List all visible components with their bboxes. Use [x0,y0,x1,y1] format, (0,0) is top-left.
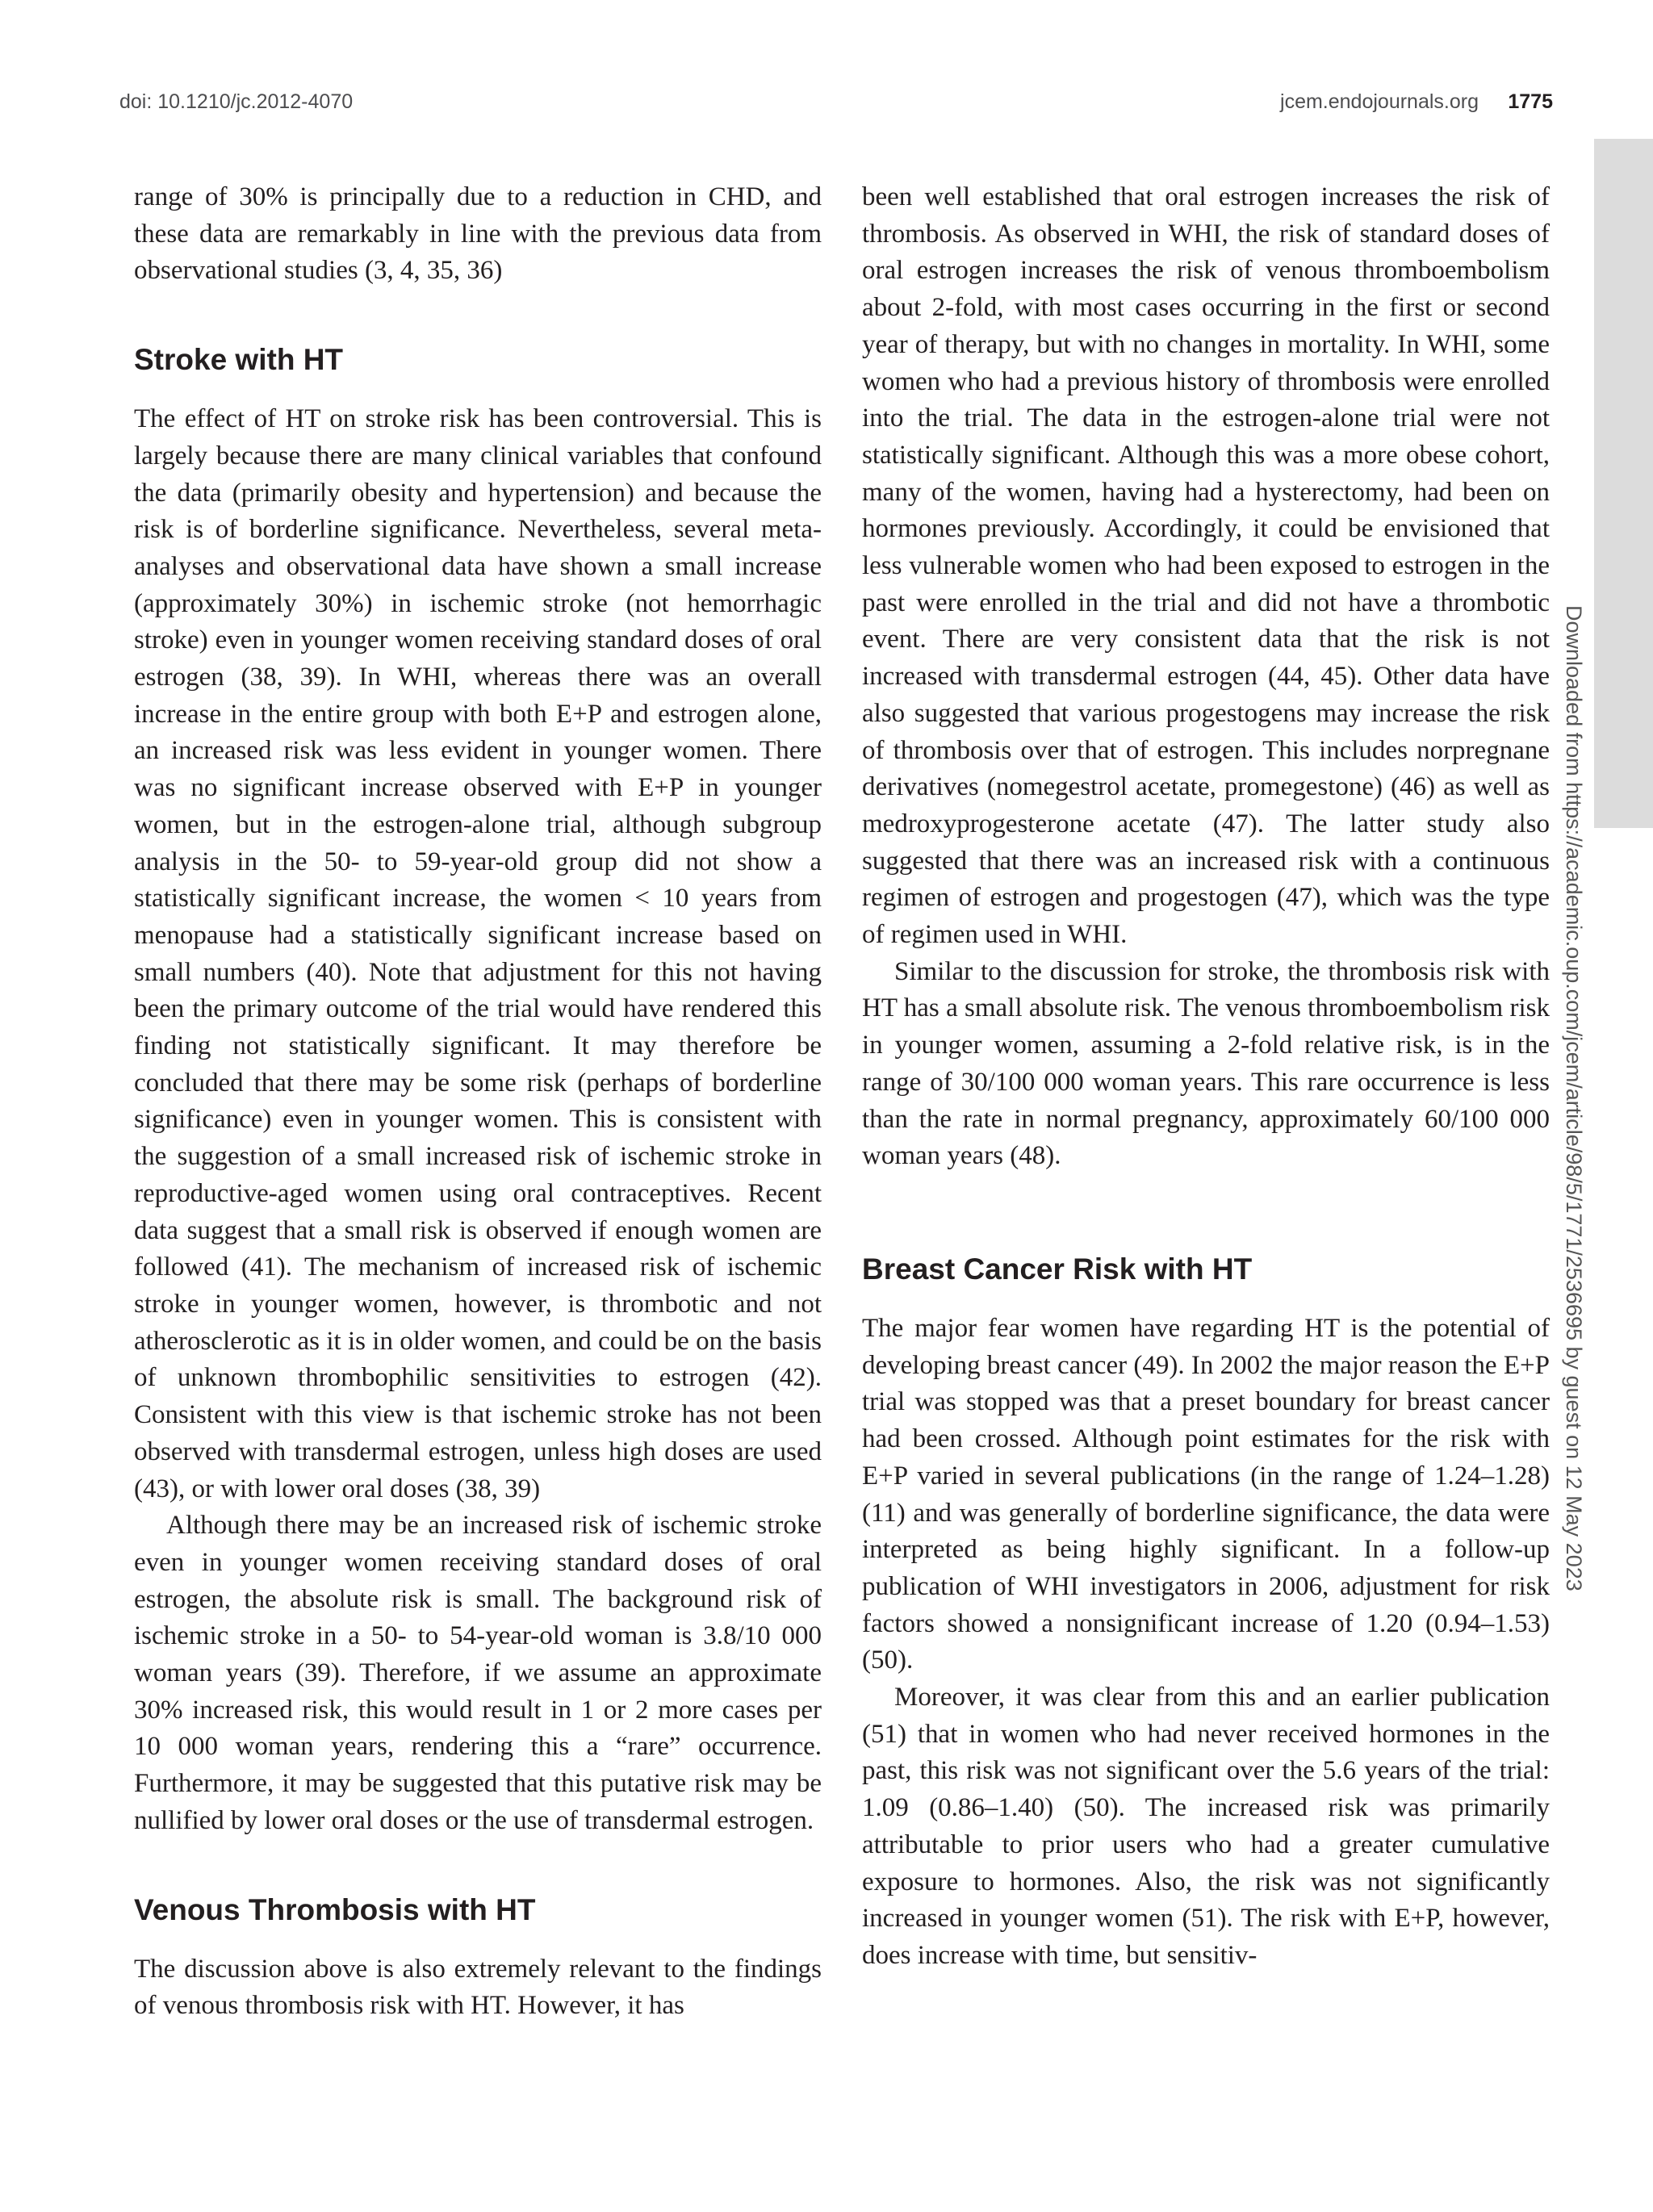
breast-paragraph-1: The major fear women have regarding HT is the potential of developing breast cancer (49). In 2002 the major reason the E+P trial was stopped was that a preset boundary for breast cancer had been crossed. Although point estimates for the risk with E+P varied in several publications (in the range of 1.24–1.28) (11) and was generally of borderline significance, the data were interpreted as being highly significant. In a follow-up publication of WHI investigators in 2006, adjustment for risk factors showed a nonsignificant increase of 1.20 (0.94–1.53) (50). [862,1313,1550,1675]
venous-thrombosis-heading: Venous Thrombosis with HT [134,1892,536,1926]
page-header [119,90,1553,123]
doi-link[interactable]: doi: 10.1210/jc.2012-4070 [119,90,354,113]
breast-paragraph-2: Moreover, it was clear from this and an earlier publication (51) that in women who had never received hormones in the past, this risk was not significant over the 5.6 years of the trial: 1.09 (0.86–1.40) (50). The increased risk was primarily attributable to prior users who had a greater cumulative exposure to hormones. Also, the risk was not significantly increased in younger women (51). The risk with E+P, however, does increase with time, but sensitiv- [862,1683,1550,1970]
page-number: 1775 [1508,90,1553,113]
journal-site-link[interactable]: jcem.endojournals.org [1280,90,1479,113]
left-column [134,179,822,2025]
stroke-paragraph-2: Although there may be an increased risk of ischemic stroke even in younger women receiving standard doses of oral estrogen, the absolute risk is small. The background risk of ischemic stroke in a 50- to 54-year-old woman is 3.8/10 000 woman years (39). Therefore, if we assume an approximate 30% increased risk, this would result in 1 or 2 more cases per 10 000 woman years, rendering this a “rare” occurrence. Furthermore, it may be suggested that this putative risk may be nullified by lower oral doses or the use of transdermal estrogen. [134,1511,822,1835]
venous-paragraph-continued: been well established that oral estrogen increases the risk of thrombosis. As observed in WHI, the risk of standard doses of oral estrogen increases the risk of venous thromboembolism about 2-fold, with most cases occurring in the first or second year of therapy, but with no changes in mortality. In WHI, some women who had a previous history of thrombosis were enrolled into the trial. The data in the estrogen-alone trial were not statistically significant. Although this was a more obese cohort, many of the women, having had a hysterectomy, had been on hormones previously. Accordingly, it could be envisioned that less vulnerable women who had been exposed to estrogen in the past were enrolled in the trial and did not have a thrombotic event. There are very consistent data that the risk is not increased with transdermal estrogen (44, 45). Other data have also suggested that various progestogens may increase the risk of thrombosis over that of estrogen. This includes norpregnane derivatives (nomegestrol acetate, promegestone) (46) as well as medroxyprogesterone acetate (47). The latter study also suggested that there was an increased risk with a continuous regimen of estrogen and progestogen (47), which was the type of regimen used in WHI. [862,182,1550,950]
venous-paragraph-2: Similar to the discussion for stroke, the thrombosis risk with HT has a small absolute risk. The venous thromboembolism risk in younger women, assuming a 2-fold relative risk, is in the range of 30/100 000 woman years. This rare occurrence is less than the rate in normal pregnancy, approximately 60/100 000 woman years (48). [862,956,1550,1171]
breast-cancer-heading: Breast Cancer Risk with HT [862,1252,1253,1286]
download-notice[interactable]: Downloaded from https://academic.oup.com/jcem/article/98/5/1771/2536695 by guest on 12 May 2023 [1562,605,1586,1591]
intro-paragraph: range of 30% is principally due to a reduction in CHD, and these data are remarkably in line with the previous data from observational studies (3, 4, 35, 36) [134,182,822,286]
stroke-paragraph-1: The effect of HT on stroke risk has been controversial. This is largely because there are many clinical variables that confound the data (primarily obesity and hypertension) and because the risk is of borderline significance. Nevertheless, several meta-analyses and observational data have shown a small increase (approximately 30%) in ischemic stroke (not hemorrhagic stroke) even in younger women receiving standard doses of oral estrogen (38, 39). In WHI, whereas there was an overall increase in the entire group with both E+P and estrogen alone, an increased risk was less evident in younger women. There was no significant increase observed with E+P in younger women, but in the estrogen-alone trial, although subgroup analysis in the 50- to 59-year-old group did not show a statistically significant increase, the women < 10 years from menopause had a statistically significant increase based on small numbers (40). Note that adjustment for this not having been the primary outcome of the trial would have rendered this finding not statistically significant. It may therefore be concluded that there may be some risk (perhaps of borderline significance) even in younger women. This is consistent with the suggestion of a small increased risk of ischemic stroke in reproductive-aged women using oral contraceptives. Recent data suggest that a small risk is observed if enough women are followed (41). The mechanism of increased risk of ischemic stroke in younger women, however, is thrombotic and not atherosclerotic as it is in older women, and could be on the basis of unknown thrombophilic sensitivities to estrogen (42). Consistent with this view is that ischemic stroke has not been observed with transdermal estrogen, unless high doses are used (43), or with lower oral doses (38, 39) [134,404,822,1503]
side-tab [1594,139,1653,828]
right-column [862,179,1550,1975]
stroke-heading: Stroke with HT [134,343,344,377]
venous-paragraph-1: The discussion above is also extremely relevant to the findings of venous thrombosis risk with HT. However, it has [134,1954,822,2021]
